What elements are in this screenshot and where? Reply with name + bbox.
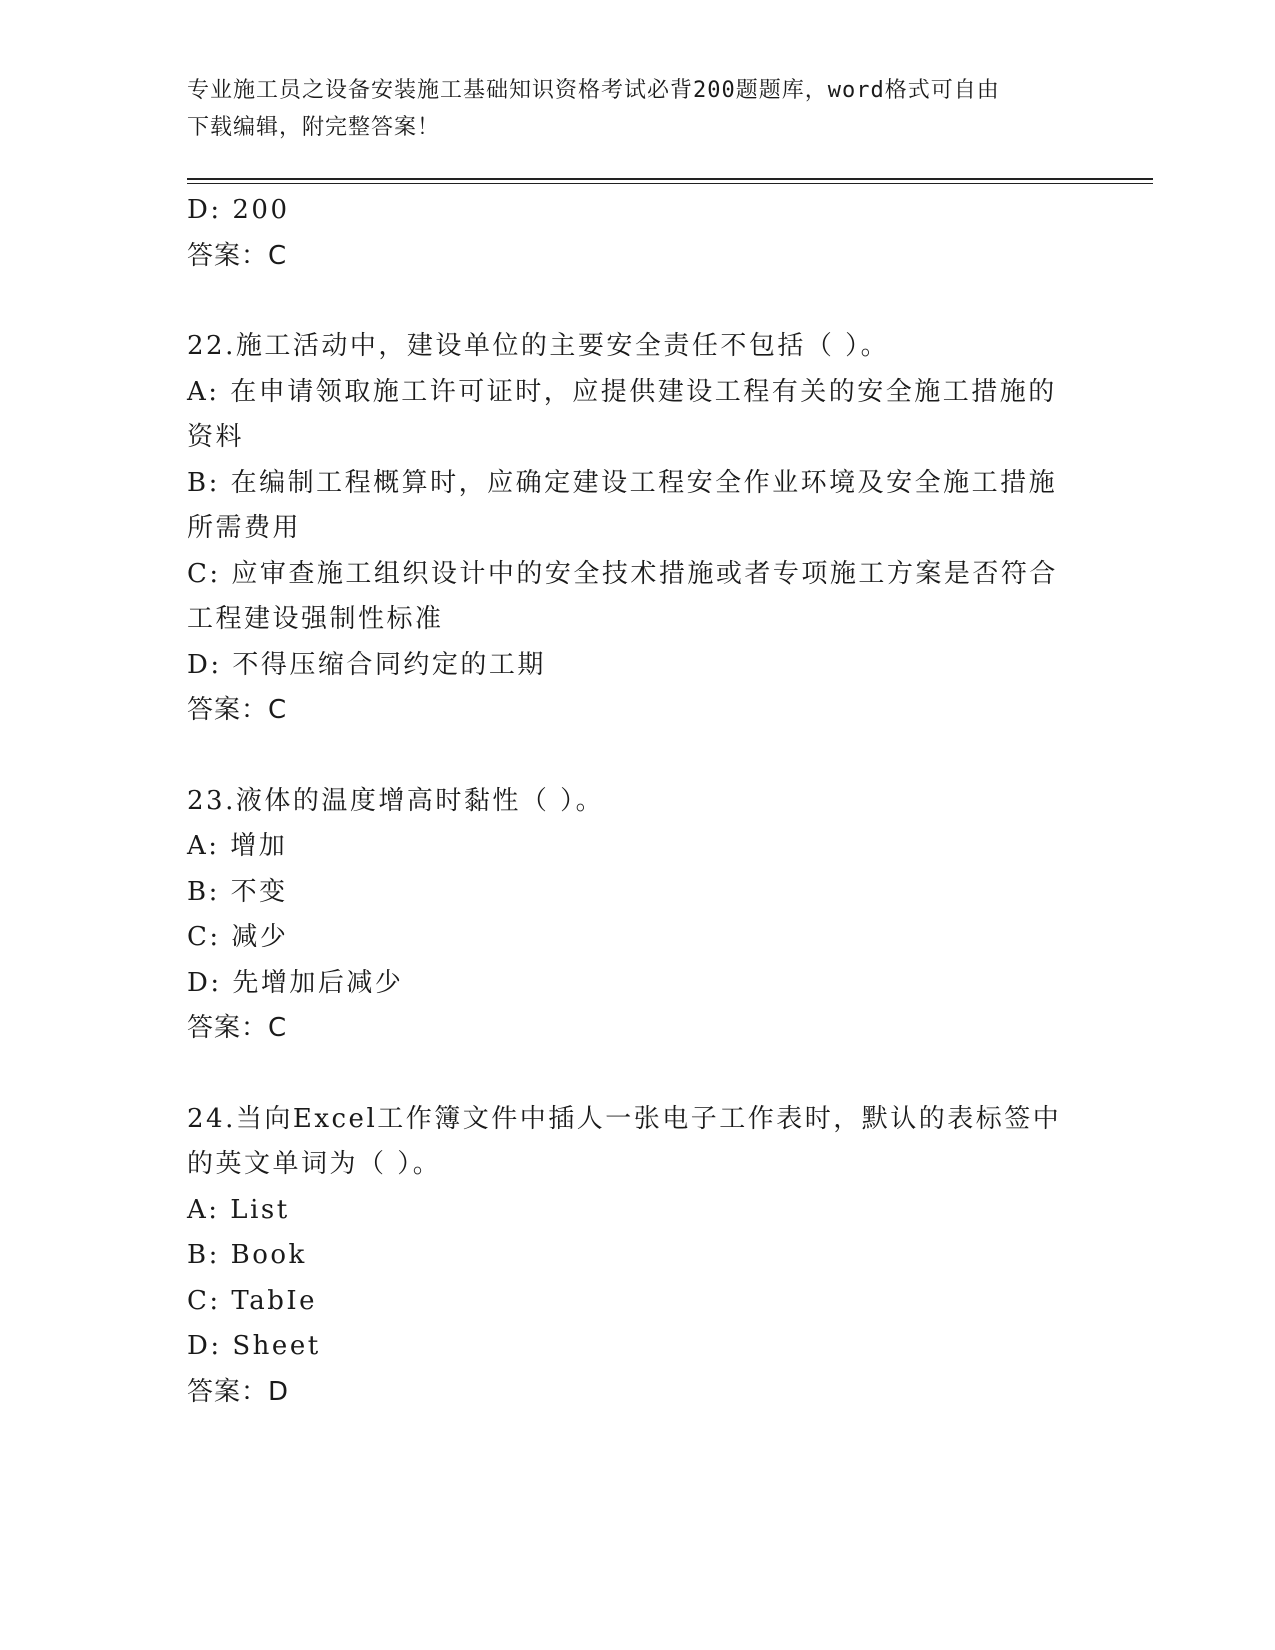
question-23 [187,779,1087,1052]
option-a: A: 增加 [187,831,288,861]
answer: 答案：C [187,695,288,725]
question-22 [187,324,1087,734]
question-stem-line-2: 的英文单词为（ ）。 [187,1149,442,1179]
header-rule-thick [187,178,1153,180]
option-b: B: 不变 [187,876,288,907]
question-21-tail [187,188,1087,279]
option-c: C: 减少 [187,922,289,952]
question-stem-line-1: 24.当向Excel工作簿文件中插人一张电子工作表时，默认的表标签中 [187,1103,1062,1134]
header-line-1: 专业施工员之设备安装施工基础知识资格考试必背200题题库，word格式可自由 [187,78,1000,103]
header-rule-thin [187,183,1153,184]
spacer [187,734,1087,779]
option-d: D: 先增加后减少 [187,967,404,998]
spacer [187,279,1087,324]
option-c-line-2: 工程建设强制性标准 [187,604,444,634]
option-c-line-1: C: 应审查施工组织设计中的安全技术措施或者专项施工方案是否符合 [187,558,1058,589]
option-d: D: Sheet [187,1331,321,1361]
option-a-line-1: A: 在申请领取施工许可证时，应提供建设工程有关的安全施工措施的 [187,376,1057,407]
option-d: D: 200 [187,195,290,225]
option-b: B: Book [187,1240,307,1270]
header-line-2: 下载编辑，附完整答案！ [187,115,441,140]
spacer [187,1052,1087,1097]
option-b-line-2: 所需费用 [187,513,302,543]
question-stem: 23.液体的温度增高时黏性（ ）。 [187,785,605,816]
answer: 答案：C [187,240,288,271]
option-a-line-2: 资料 [187,422,245,452]
answer: 答案：C [187,1013,288,1043]
answer: 答案：D [187,1376,290,1407]
option-b-line-1: B: 在编制工程概算时，应确定建设工程安全作业环境及安全施工措施 [187,467,1058,498]
question-stem: 22.施工活动中，建设单位的主要安全责任不包括（ ）。 [187,331,890,361]
option-c: C: TabIe [187,1285,318,1316]
document-header [187,72,1067,146]
option-a: A: List [187,1194,290,1225]
question-list [187,188,1087,1415]
question-24 [187,1097,1087,1416]
option-d: D: 不得压缩合同约定的工期 [187,649,546,680]
